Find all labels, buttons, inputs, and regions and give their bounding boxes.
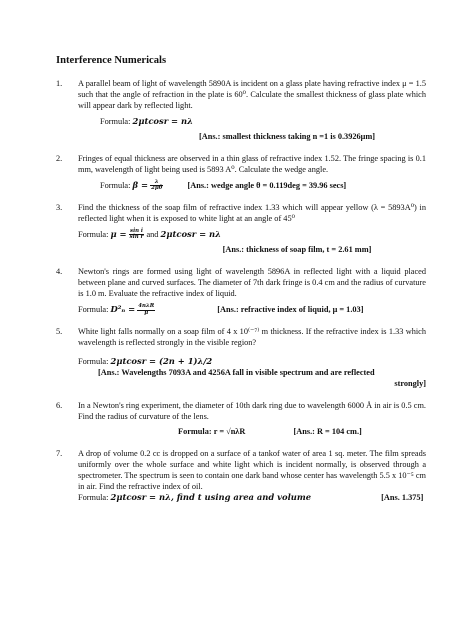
formula: 2μtcosr = nλ, find t using area and volume: [110, 492, 312, 503]
formula-lhs: β =: [132, 179, 148, 190]
formula-label: Formula:: [78, 493, 109, 503]
formula-label: Formula:: [178, 426, 212, 436]
question-number: 5.: [56, 327, 63, 337]
formula-lhs: μ =: [110, 228, 127, 239]
formula-label: Formula:: [78, 357, 109, 367]
formula-line: [78, 492, 426, 504]
answer: [Ans.: R = 104 cm.]: [293, 426, 362, 436]
fraction-numerator: sin i: [130, 227, 143, 234]
question-text: Find the thickness of the soap film of refractive index 1.33 which will appear yellow (λ = 5893A⁰) in reflected light when it is exposed to white light at an angle of 45⁰: [78, 202, 426, 223]
answer: [Ans.: thickness of soap film, t = 2.61 mm]: [222, 245, 372, 255]
formula-line: [78, 356, 426, 368]
formula-line: [78, 229, 426, 241]
question-text: Newton's rings are formed using light of wavelength 5896A in reflected light with a liquid placed between plane and curved surfaces. The diameter of 7th dark fringe is 0.4 cm and the radius of curvature is 1.0 m. Evaluate the refractive index of liquid.: [78, 267, 426, 298]
formula-label: Formula:: [78, 229, 109, 239]
question-6: [56, 401, 426, 438]
question-1: [56, 79, 426, 143]
question-text: A parallel beam of light of wavelength 5890A is incident on a glass plate having refractive index μ = 1.5 such that the angle of refraction in the plate is 60⁰. Calculate the smallest thickness of glass plate which will appear dark by reflected light.: [78, 78, 426, 110]
answer-line-1: [Ans.: Wavelengths 7093A and 4256A fall in visible spectrum and are reflected: [98, 368, 375, 377]
formula-fraction: [137, 304, 155, 316]
formula-conjunction: and: [146, 229, 159, 239]
question-number: 2.: [56, 153, 63, 163]
answer: [Ans. 1.375]: [381, 493, 424, 503]
fraction-numerator: 4nλR: [138, 302, 155, 309]
question-number: 1.: [56, 78, 63, 88]
question-text: A drop of volume 0.2 cc is dropped on a surface of a tankof water of area 1 sq. meter. The film spreads uniformly over the whole surface and white light which is incident normally, is observed through a spectrometer. The spectrum is seen to contain one dark band whose center has wavelength 5.5 x 10⁻⁵ cm in air. Find the refractive index of oil.: [78, 448, 426, 491]
formula-label: Formula:: [100, 116, 131, 126]
page-title: Interference Numericals: [56, 55, 167, 66]
answer: [Ans.: refractive index of liquid, μ = 1.03]: [217, 304, 364, 314]
question-7: [56, 449, 426, 505]
formula-line: [78, 116, 426, 128]
question-number: 3.: [56, 202, 63, 212]
answer-line-2: strongly]: [394, 378, 426, 388]
formula: 2μtcosr = (2n + 1)λ/2: [110, 356, 213, 367]
question-4: [56, 267, 426, 316]
question-3: [56, 203, 426, 256]
fraction-numerator: λ: [150, 180, 163, 187]
question-text: In a Newton's ring experiment, the diameter of 10th dark ring due to wavelength 6000 Å in air is 0.5 cm. Find the radius of curvature of the lens.: [78, 400, 426, 421]
formula-fraction: [150, 180, 163, 192]
question-5: [56, 327, 426, 390]
formula-fraction: [129, 229, 145, 241]
question-number: 6.: [56, 400, 63, 410]
formula-lhs: D²ₙ =: [110, 303, 136, 314]
question-text: Fringes of equal thickness are observed in a thin glass of refractive index 1.52. The fringe spacing is 0.1 mm, wavelength of light being used is 5893 A⁰. Calculate the wedge angle.: [78, 153, 426, 174]
fraction-denominator: 2μθ: [151, 185, 163, 192]
fraction-denominator: μ: [144, 309, 149, 316]
formula-rhs: 2μtcosr = nλ: [160, 228, 221, 239]
formula: 2μtcosr = nλ: [132, 115, 193, 126]
fraction-denominator: sin r: [129, 234, 144, 241]
question-2: [56, 154, 426, 192]
answer: [Ans.: wedge angle θ = 0.119deg = 39.96 secs]: [187, 180, 347, 190]
formula-label: Formula:: [100, 180, 131, 190]
question-text: White light falls normally on a soap film of 4 x 10⁽⁻⁷⁾ m thickness. If the refractive index is 1.33 which wavelength is reflected strongly in the visible region?: [78, 327, 426, 348]
question-number: 7.: [56, 448, 63, 458]
question-number: 4.: [56, 267, 63, 277]
formula-line: [78, 427, 426, 438]
formula-line: [78, 304, 426, 316]
answer: [Ans.: smallest thickness taking n =1 is 0.3926μm]: [198, 131, 376, 141]
formula-line: [78, 180, 426, 192]
formula-label: Formula:: [78, 304, 109, 314]
formula: r = √nλR: [213, 426, 246, 436]
